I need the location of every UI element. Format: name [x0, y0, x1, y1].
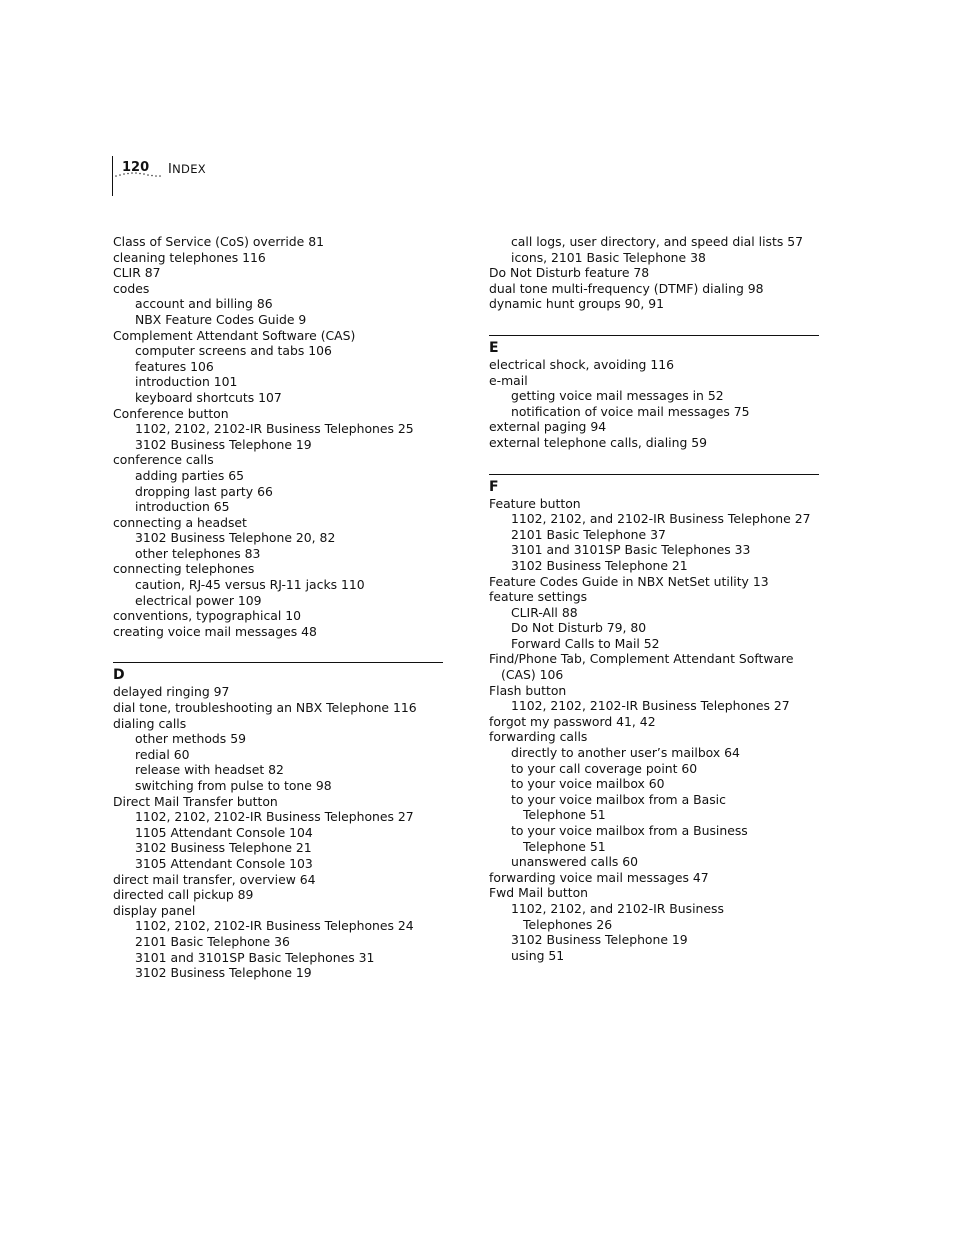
index-entry: Flash button: [489, 682, 567, 698]
index-subentry: directly to another user’s mailbox 64: [511, 745, 740, 761]
index-subentry: (CAS) 106: [501, 667, 564, 683]
index-subentry: 1102, 2102, 2102-IR Business Telephones 25: [135, 421, 414, 437]
index-subentry: release with headset 82: [135, 762, 284, 778]
index-entry: Find/Phone Tab, Complement Attendant Software: [489, 651, 794, 667]
index-section-heading: E: [489, 335, 819, 357]
index-subentry: redial 60: [135, 746, 190, 762]
index-subentry: 3102 Business Telephone 21: [135, 840, 312, 856]
index-subentry: 3102 Business Telephone 19: [135, 436, 312, 452]
index-entry: Class of Service (CoS) override 81: [113, 234, 324, 249]
index-entry: forwarding voice mail messages 47: [489, 869, 709, 885]
index-entry: Complement Attendant Software (CAS): [113, 327, 356, 343]
index-entry: cleaning telephones 116: [113, 249, 266, 265]
index-entry: Do Not Disturb feature 78: [489, 265, 650, 281]
index-subentry: CLIR-All 88: [511, 604, 578, 620]
index-subentry: unanswered calls 60: [511, 854, 639, 870]
index-subentry: getting voice mail messages in 52: [511, 388, 724, 404]
index-subentry: dropping last party 66: [135, 483, 273, 499]
index-subentry: other methods 59: [135, 731, 246, 747]
index-entry: creating voice mail messages 48: [113, 623, 317, 639]
index-entry: dialing calls: [113, 715, 187, 731]
index-subentry: Telephone 51: [523, 838, 606, 854]
index-entry: Direct Mail Transfer button: [113, 793, 278, 809]
index-subentry: computer screens and tabs 106: [135, 343, 332, 359]
index-subentry: Telephone 51: [523, 807, 606, 823]
index-subentry: NBX Feature Codes Guide 9: [135, 311, 307, 327]
running-title-initial: I: [168, 162, 173, 177]
index-entry: feature settings: [489, 589, 588, 605]
index-subentry: 1102, 2102, and 2102-IR Business Telephone 27: [511, 511, 811, 527]
index-subentry: switching from pulse to tone 98: [135, 778, 332, 793]
index-entry: delayed ringing 97: [113, 684, 230, 700]
header-rule: [112, 156, 113, 196]
index-entry: Fwd Mail button: [489, 885, 589, 901]
index-entry: dial tone, troubleshooting an NBX Telephone 116: [113, 700, 417, 716]
index-subentry: 2101 Basic Telephone 36: [135, 933, 290, 949]
running-title: [168, 162, 206, 177]
index-entry: conventions, typographical 10: [113, 608, 302, 624]
index-entry: forgot my password 41, 42: [489, 713, 656, 729]
index-subentry: using 51: [511, 947, 565, 963]
index-subentry: introduction 101: [135, 374, 238, 390]
index-subentry: 3105 Attendant Console 103: [135, 855, 313, 871]
index-subentry: 2101 Basic Telephone 37: [511, 526, 666, 542]
index-subentry: keyboard shortcuts 107: [135, 389, 282, 405]
index-subentry: 1102, 2102, 2102-IR Business Telephones 27: [511, 698, 790, 714]
index-entry: external telephone calls, dialing 59: [489, 434, 708, 450]
index-subentry: call logs, user directory, and speed dial lists 57: [511, 234, 803, 249]
index-subentry: caution, RJ-45 versus RJ-11 jacks 110: [135, 577, 365, 593]
index-subentry: icons, 2101 Basic Telephone 38: [511, 249, 706, 265]
index-subentry: 3101 and 3101SP Basic Telephones 33: [511, 542, 751, 558]
index-entry: Feature button: [489, 495, 581, 511]
index-subentry: to your voice mailbox 60: [511, 776, 665, 792]
index-entry: electrical shock, avoiding 116: [489, 356, 675, 372]
index-subentry: introduction 65: [135, 499, 230, 515]
index-subentry: 3102 Business Telephone 19: [135, 965, 312, 981]
index-entry: dual tone multi-frequency (DTMF) dialing 98: [489, 280, 764, 296]
index-entry: direct mail transfer, overview 64: [113, 871, 316, 887]
index-subentry: to your call coverage point 60: [511, 760, 698, 776]
index-subentry: to your voice mailbox from a Business: [511, 823, 748, 838]
index-subentry: Do Not Disturb 79, 80: [511, 620, 647, 636]
index-subentry: 1102, 2102, and 2102-IR Business: [511, 900, 724, 916]
index-column-right: [489, 234, 819, 963]
index-entry: directed call pickup 89: [113, 887, 254, 903]
index-entry: codes: [113, 280, 150, 296]
index-subentry: 3101 and 3101SP Basic Telephones 31: [135, 949, 375, 965]
index-section-heading: D: [113, 662, 443, 684]
index-entry: e-mail: [489, 372, 528, 388]
index-subentry: adding parties 65: [135, 467, 245, 483]
index-section-heading: F: [489, 474, 819, 496]
index-column-left: [113, 234, 443, 981]
index-entry: CLIR 87: [113, 265, 161, 281]
index-subentry: 1102, 2102, 2102-IR Business Telephones 24: [135, 918, 414, 934]
index-entry: Conference button: [113, 405, 229, 421]
index-entry: forwarding calls: [489, 729, 588, 745]
index-subentry: features 106: [135, 358, 214, 374]
index-subentry: 1105 Attendant Console 104: [135, 824, 313, 840]
index-subentry: notification of voice mail messages 75: [511, 403, 750, 419]
index-subentry: account and billing 86: [135, 296, 273, 312]
index-subentry: Forward Calls to Mail 52: [511, 635, 660, 651]
running-title-rest: NDEX: [172, 162, 206, 176]
index-subentry: 1102, 2102, 2102-IR Business Telephones 27: [135, 809, 414, 825]
index-subentry: electrical power 109: [135, 592, 262, 608]
index-subentry: other telephones 83: [135, 545, 261, 561]
index-entry: dynamic hunt groups 90, 91: [489, 296, 665, 312]
index-entry: display panel: [113, 902, 196, 918]
index-entry: connecting telephones: [113, 561, 255, 577]
page-number: 120: [122, 160, 150, 175]
index-subentry: 3102 Business Telephone 21: [511, 557, 688, 573]
index-entry: connecting a headset: [113, 514, 247, 530]
index-subentry: to your voice mailbox from a Basic: [511, 791, 726, 807]
index-subentry: 3102 Business Telephone 20, 82: [135, 530, 336, 546]
page-header: [112, 150, 312, 198]
index-entry: conference calls: [113, 452, 214, 468]
index-subentry: 3102 Business Telephone 19: [511, 932, 688, 948]
index-entry: external paging 94: [489, 419, 607, 435]
index-entry: Feature Codes Guide in NBX NetSet utility 13: [489, 573, 769, 589]
index-subentry: Telephones 26: [523, 916, 613, 932]
